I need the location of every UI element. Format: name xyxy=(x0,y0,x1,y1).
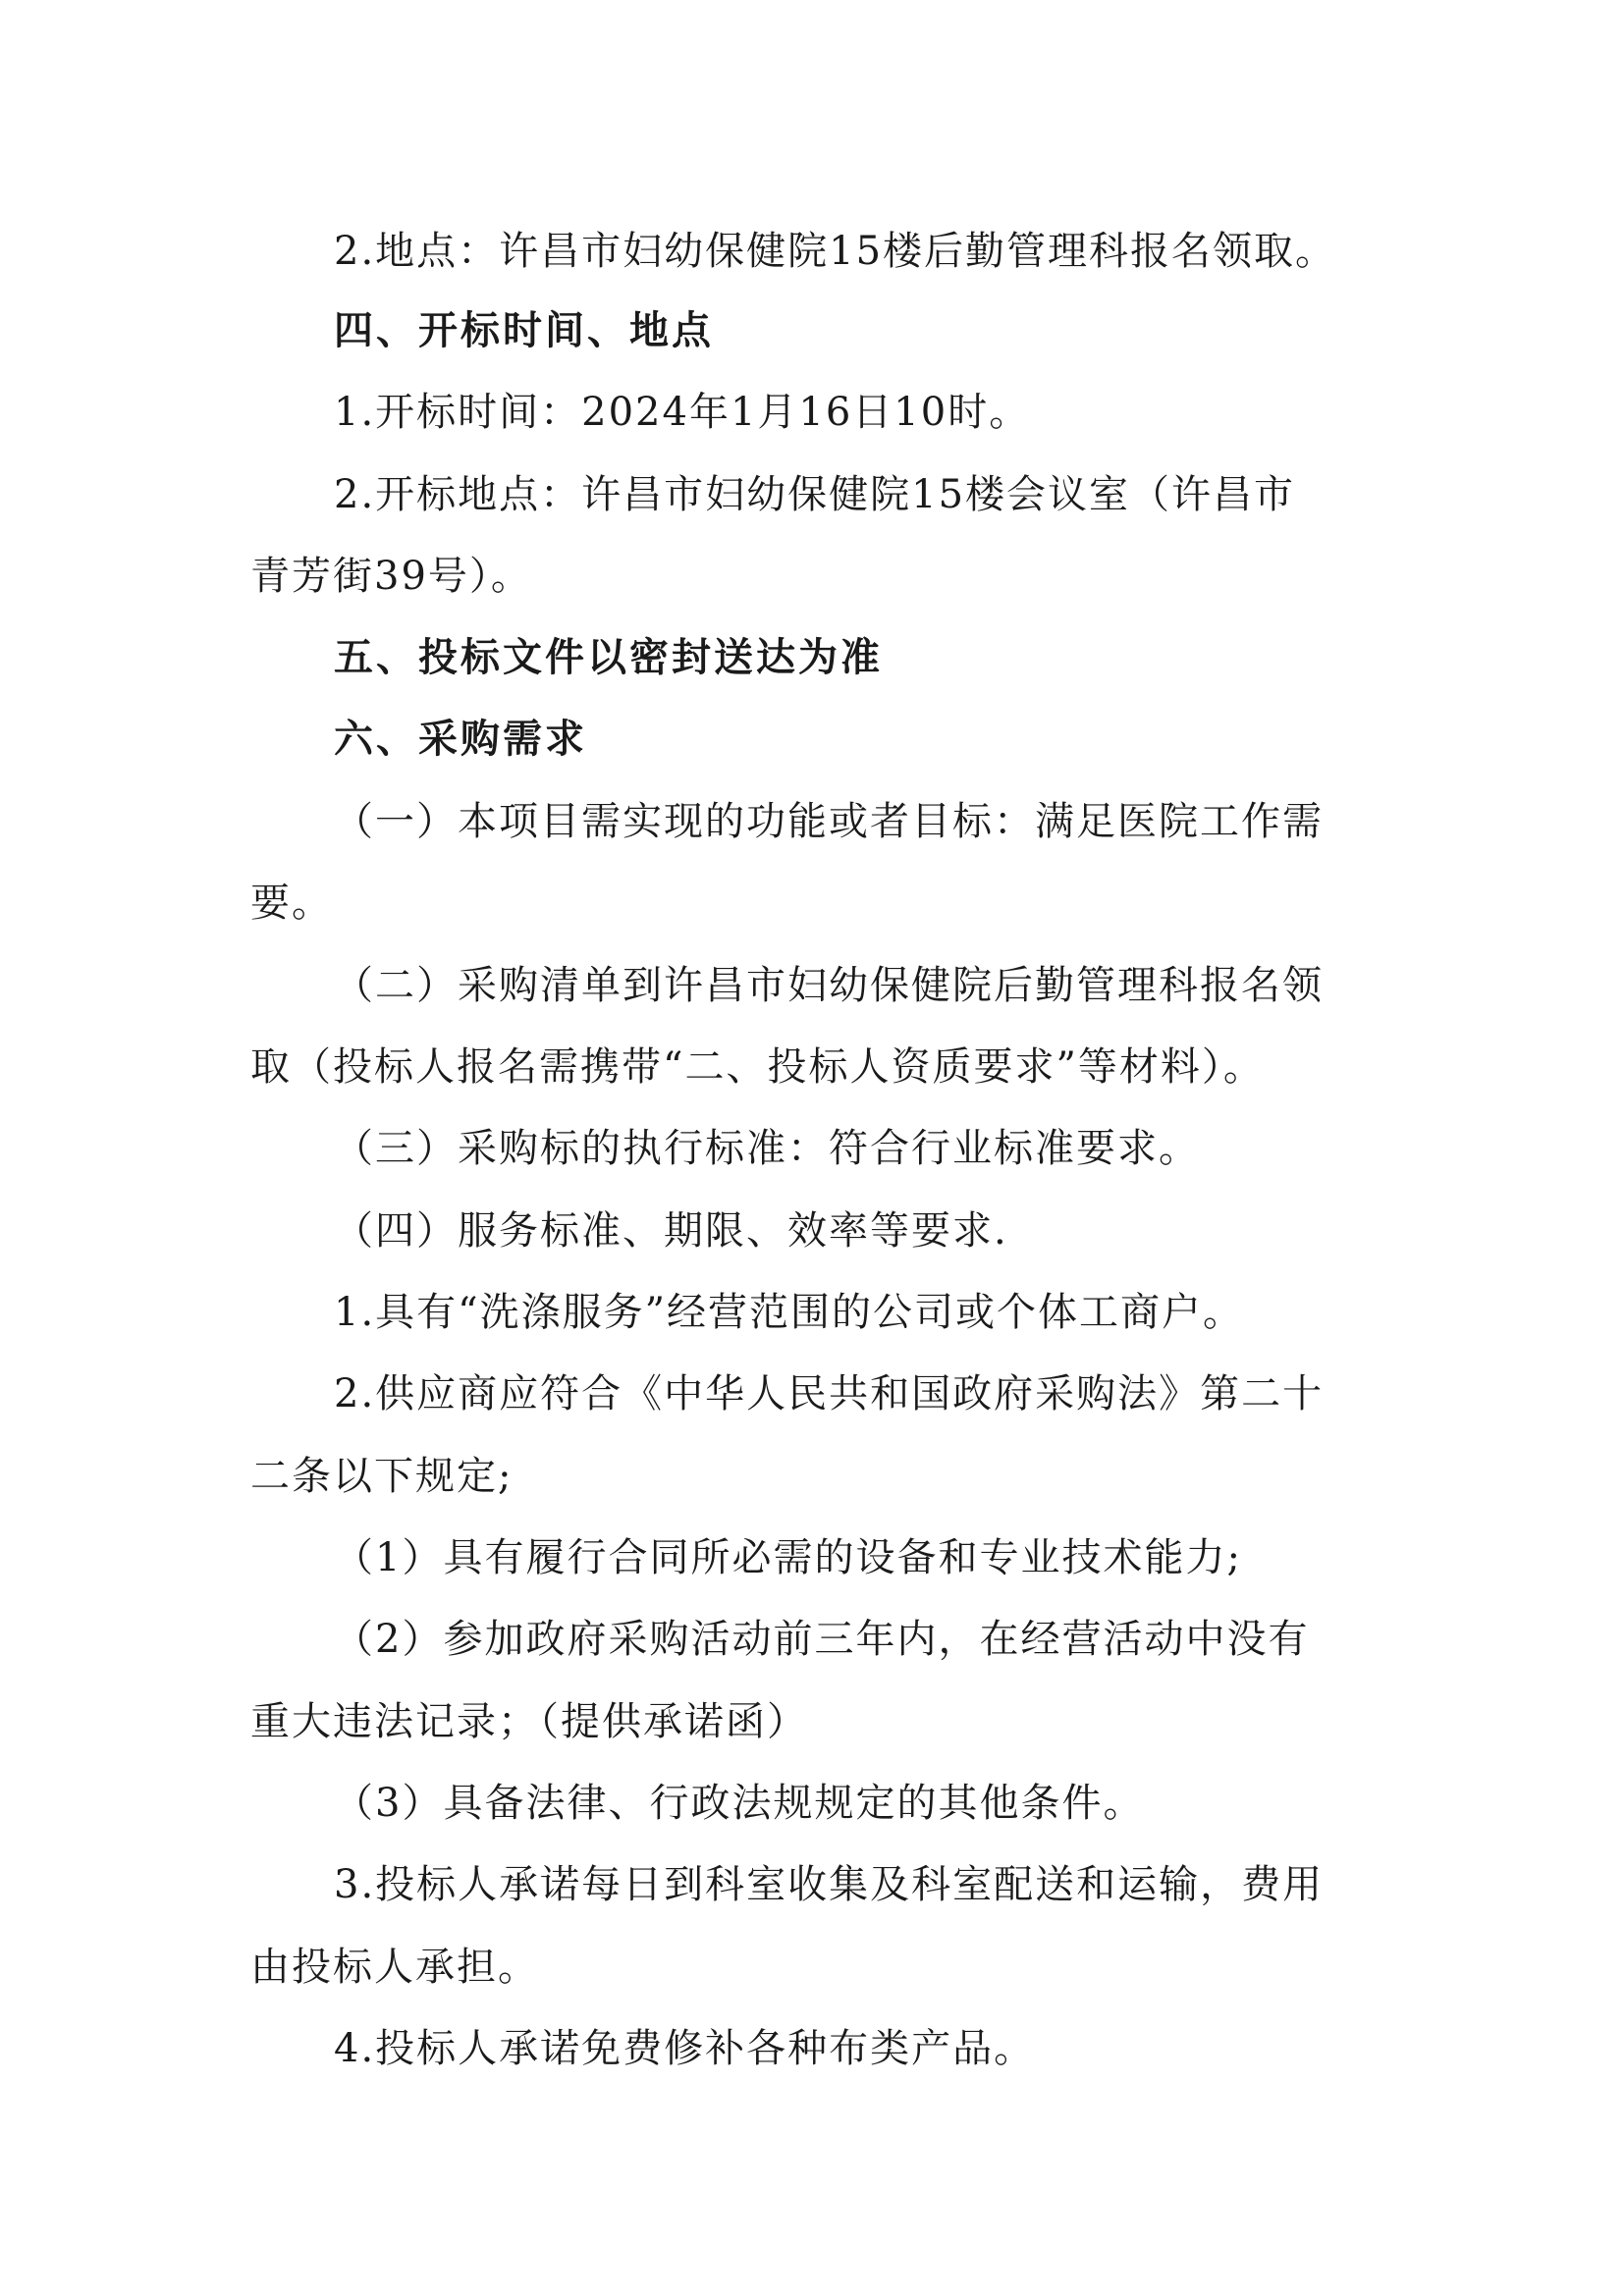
paragraph-subitem-2: （2）参加政府采购活动前三年内，在经营活动中没有 xyxy=(334,1617,1310,1662)
paragraph-item-2-cont: 二条以下规定; xyxy=(250,1454,514,1499)
paragraph-subitem-3: （3）具备法律、行政法规规定的其他条件。 xyxy=(334,1781,1145,1826)
paragraph-item-3: 3.投标人承诺每日到科室收集及科室配送和运输，费用 xyxy=(334,1862,1325,1907)
paragraph-opening-time: 1.开标时间：2024年1月16日10时。 xyxy=(334,390,1031,435)
paragraph-req-1: （一）本项目需实现的功能或者目标：满足医院工作需 xyxy=(334,799,1324,844)
paragraph-req-2-cont: 取（投标人报名需携带“二、投标人资质要求”等材料）。 xyxy=(250,1044,1265,1090)
paragraph-location: 2.地点：许昌市妇幼保健院15楼后勤管理科报名领取。 xyxy=(334,229,1337,274)
paragraph-req-1-cont: 要。 xyxy=(250,881,333,926)
paragraph-req-3: （三）采购标的执行标准：符合行业标准要求。 xyxy=(334,1126,1200,1171)
paragraph-item-4: 4.投标人承诺免费修补各种布类产品。 xyxy=(334,2026,1036,2071)
paragraph-req-2: （二）采购清单到许昌市妇幼保健院后勤管理科报名领 xyxy=(334,963,1324,1008)
section-heading-sealed: 五、投标文件以密封送达为准 xyxy=(334,635,883,680)
paragraph-opening-location: 2.开标地点：许昌市妇幼保健院15楼会议室（许昌市 xyxy=(334,472,1296,517)
paragraph-req-4: （四）服务标准、期限、效率等要求. xyxy=(334,1208,1008,1254)
section-heading-requirements: 六、采购需求 xyxy=(334,717,587,762)
paragraph-item-3-cont: 由投标人承担。 xyxy=(250,1945,539,1990)
paragraph-opening-location-cont: 青芳街39号）。 xyxy=(250,554,532,599)
section-heading-opening: 四、开标时间、地点 xyxy=(334,308,714,353)
paragraph-item-2: 2.供应商应符合《中华人民共和国政府采购法》第二十 xyxy=(334,1371,1325,1416)
paragraph-subitem-2-cont: 重大违法记录；（提供承诺函） xyxy=(250,1699,808,1744)
paragraph-subitem-1: （1）具有履行合同所必需的设备和专业技术能力; xyxy=(334,1535,1242,1580)
paragraph-item-1: 1.具有“洗涤服务”经营范围的公司或个体工商户。 xyxy=(334,1290,1245,1335)
